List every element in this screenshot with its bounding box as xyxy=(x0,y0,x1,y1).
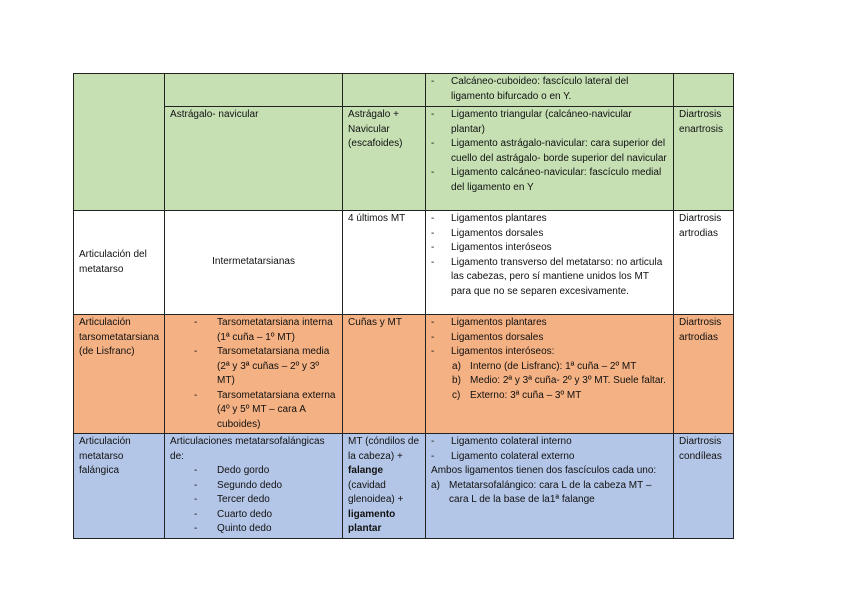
cell-tipo: Diartrosis artrodias xyxy=(674,315,734,434)
list-item: - Ligamentos interóseos: xyxy=(431,346,555,357)
cell-nombres xyxy=(165,434,343,539)
row-metatarsofalangica xyxy=(74,434,734,539)
cell-empty xyxy=(165,74,343,107)
cell-superficies: 4 últimos MT xyxy=(343,211,426,315)
list-item: - Ligamento colateral interno xyxy=(431,436,572,447)
list-item: - Cuarto dedo xyxy=(194,508,273,520)
list-item: - Ligamentos interóseos xyxy=(431,242,552,253)
cell-articulacion: Articulación metatarso falángica xyxy=(74,434,165,539)
list-item: - Calcáneo-cuboideo: fascículo lateral del ligamento bifurcado o en Y. xyxy=(431,76,629,102)
cell-superficies: Cuñas y MT xyxy=(343,315,426,434)
list-item: - Ligamentos plantares xyxy=(431,317,547,328)
row-lisfranc xyxy=(74,315,734,434)
cell-intro: Articulaciones metatarsofalángicas de: xyxy=(170,436,325,462)
list-item: - Ligamento astrágalo-navicular: cara superior del cuello del astrágalo- borde superior del navicular xyxy=(431,138,667,164)
list-item: - Tarsometatarsiana media (2ª y 3ª cuñas – 2º y 3º MT) xyxy=(194,346,330,386)
list-item: b) Medio: 2ª y 3ª cuña- 2º y 3º MT. Suele faltar. xyxy=(452,375,666,386)
list-item: - Tarsometatarsiana externa (4º y 5º MT – cara A cuboides) xyxy=(194,389,336,430)
cell-empty xyxy=(674,74,734,107)
list-item: - Tercer dedo xyxy=(194,494,270,505)
list-item: a) Interno (de Lisfranc): 1ª cuña – 2º MT xyxy=(452,360,637,372)
cell-tipo: Diartrosis enartrosis xyxy=(674,107,734,211)
cell-tipo: Diartrosis condíleas xyxy=(674,434,734,539)
cell-ligamentos xyxy=(426,434,674,539)
cell-superficies: MT (cóndilos de la cabeza) + falange (cavidad glenoidea) + ligamento plantar xyxy=(343,434,426,539)
cell-empty xyxy=(343,74,426,107)
cell-nombre: Astrágalo- navicular xyxy=(165,107,343,211)
cell-superficies: Astrágalo + Navicular (escafoides) xyxy=(343,107,426,211)
row-calcaneo-cuboideo xyxy=(74,74,734,107)
cell-nombres xyxy=(165,315,343,434)
list-item: - Ligamentos plantares xyxy=(431,213,547,224)
list-item: - Dedo gordo xyxy=(194,465,270,476)
row-metatarso xyxy=(74,211,734,315)
cell-nombre: Intermetatarsianas xyxy=(165,211,343,315)
list-item: - Ligamentos dorsales xyxy=(431,331,544,343)
cell-ligamentos xyxy=(426,74,674,107)
cell-articulacion: Articulación tarsometatarsiana (de Lisfranc) xyxy=(74,315,165,434)
list-item: - Segundo dedo xyxy=(194,479,283,491)
cell-ligamentos xyxy=(426,315,674,434)
list-item: - Ligamento colateral externo xyxy=(431,450,575,462)
cell-tipo: Diartrosis artrodias xyxy=(674,211,734,315)
row-astragalo-navicular xyxy=(74,107,734,211)
list-item: - Ligamentos dorsales xyxy=(431,227,544,239)
cell-ligamentos xyxy=(426,211,674,315)
anatomy-table xyxy=(73,73,734,539)
list-item: - Ligamento calcáneo-navicular: fascículo medial del ligamento en Y xyxy=(431,167,662,193)
list-item: - Ligamento triangular (calcáneo-navicular plantar) xyxy=(431,109,632,135)
list-item: c) Externo: 3ª cuña – 3º MT xyxy=(452,389,582,401)
list-item: - Ligamento transverso del metatarso: no articula las cabezas, pero sí mantiene unidos los MT para que no se separen excesivamente. xyxy=(431,256,663,297)
list-item: a) Metatarsofalángico: cara L de la cabeza MT – cara L de la base de la1ª falange xyxy=(431,479,652,505)
cell-empty xyxy=(74,74,165,211)
list-item: - Tarsometatarsiana interna (1ª cuña – 1º MT) xyxy=(194,317,333,343)
cell-ligamentos xyxy=(426,107,674,211)
cell-nota: Ambos ligamentos tienen dos fascículos cada uno: xyxy=(431,465,657,476)
list-item: - Quinto dedo xyxy=(194,523,272,534)
cell-articulacion: Articulación del metatarso xyxy=(74,211,165,315)
